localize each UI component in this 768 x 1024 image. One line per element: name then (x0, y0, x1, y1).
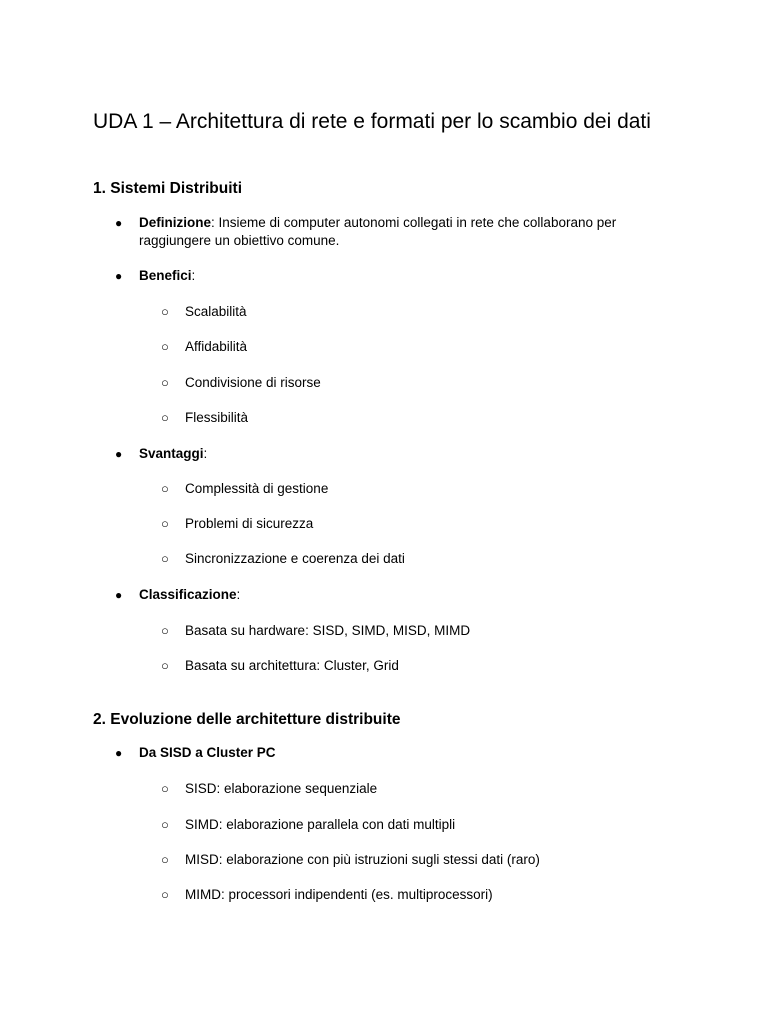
subitem-text: Affidabilità (185, 339, 248, 354)
subitem-text: Problemi di sicurezza (185, 516, 314, 531)
item-label: Definizione (139, 215, 212, 230)
circle-bullet-icon: ○ (161, 658, 169, 673)
circle-bullet-icon: ○ (161, 887, 169, 902)
item-text: : (191, 268, 196, 283)
circle-bullet-icon: ○ (161, 551, 169, 566)
item-label: Svantaggi (139, 446, 204, 461)
item-label: Classificazione (139, 587, 237, 602)
bullet-icon: ● (115, 269, 123, 283)
circle-bullet-icon: ○ (161, 481, 169, 496)
circle-bullet-icon: ○ (161, 623, 169, 638)
circle-bullet-icon: ○ (161, 781, 169, 796)
item-label: Benefici (139, 268, 192, 283)
subitem-text: Complessità di gestione (185, 481, 329, 496)
circle-bullet-icon: ○ (161, 817, 169, 832)
circle-bullet-icon: ○ (161, 304, 169, 319)
document-title: UDA 1 – Architettura di rete e formati per lo scambio dei dati (93, 110, 651, 133)
section-heading: 2. Evoluzione delle architetture distribuite (93, 711, 401, 728)
subitem-text: MISD: elaborazione con più istruzioni sugli stessi dati (raro) (185, 852, 540, 867)
item-text: : (203, 446, 208, 461)
circle-bullet-icon: ○ (161, 852, 169, 867)
subitem-text: MIMD: processori indipendenti (es. multiprocessori) (185, 887, 493, 902)
subitem-text: SIMD: elaborazione parallela con dati multipli (185, 817, 456, 832)
item-text: : (236, 587, 241, 602)
subitem-text: Sincronizzazione e coerenza dei dati (185, 551, 405, 566)
subitem-text: Basata su architettura: Cluster, Grid (185, 658, 399, 673)
circle-bullet-icon: ○ (161, 516, 169, 531)
subitem-text: SISD: elaborazione sequenziale (185, 781, 378, 796)
circle-bullet-icon: ○ (161, 375, 169, 390)
subitem-text: Basata su hardware: SISD, SIMD, MISD, MIMD (185, 623, 471, 638)
subitem-text: Condivisione di risorse (185, 375, 321, 390)
section-heading: 1. Sistemi Distribuiti (93, 180, 243, 197)
circle-bullet-icon: ○ (161, 410, 169, 425)
bullet-icon: ● (115, 216, 123, 230)
item-label: Da SISD a Cluster PC (139, 745, 276, 760)
subitem-text: Scalabilità (185, 304, 247, 319)
bullet-icon: ● (115, 746, 123, 760)
item-text: : Insieme di computer autonomi collegati in rete che collaborano per raggiungere un obiettivo comune. (139, 215, 617, 248)
subitem-text: Flessibilità (185, 410, 249, 425)
circle-bullet-icon: ○ (161, 339, 169, 354)
bullet-icon: ● (115, 588, 123, 602)
bullet-icon: ● (115, 447, 123, 461)
